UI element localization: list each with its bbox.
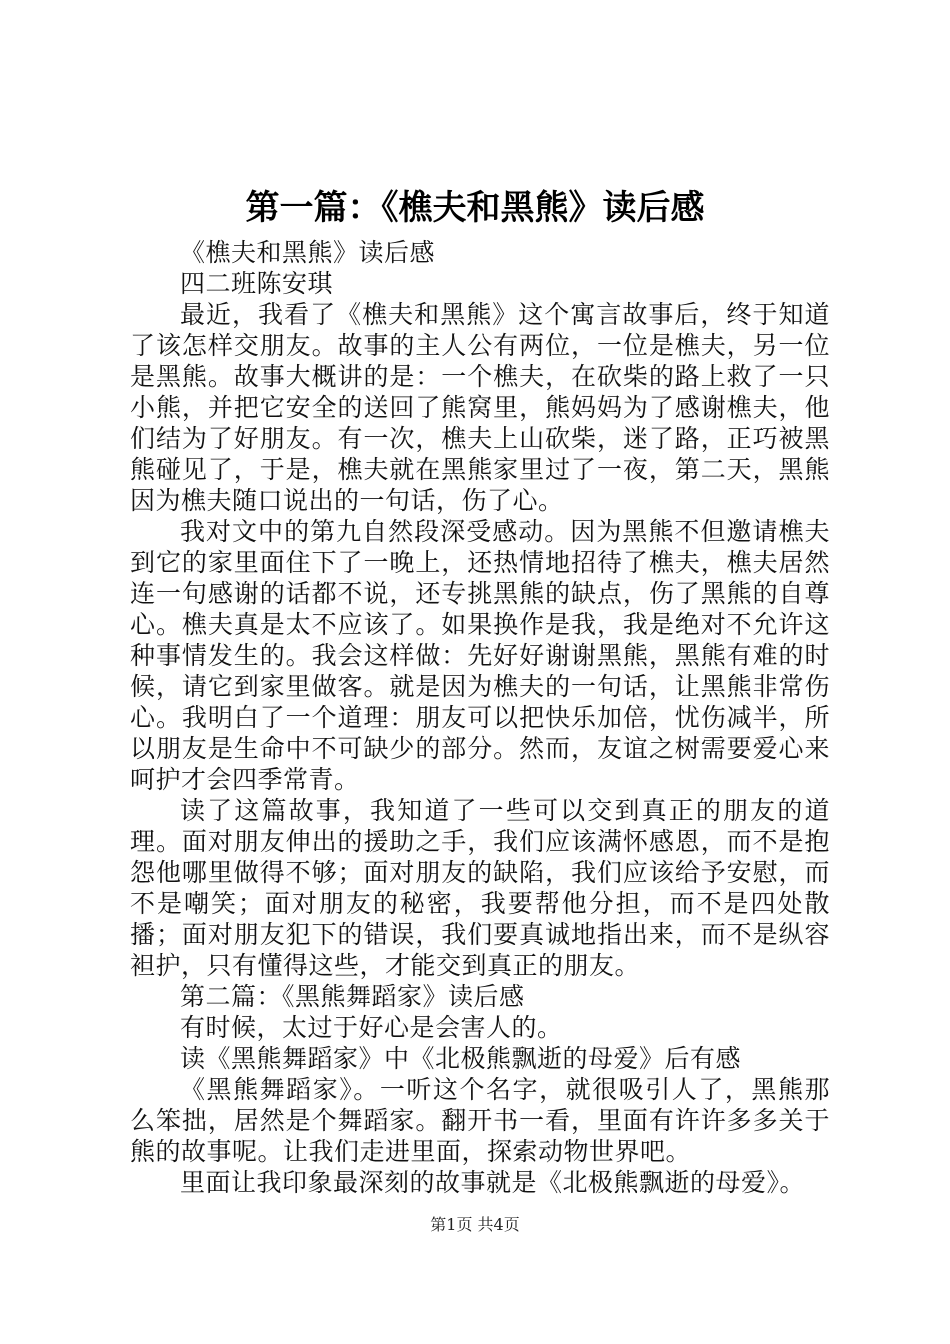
paragraph: 读《黑熊舞蹈家》中《北极熊飘逝的母爱》后有感 [180,1044,742,1073]
paragraph: 有时候，太过于好心是会害人的。 [180,1013,563,1042]
paragraph: 里面让我印象最深刻的故事就是《北极熊飘逝的母爱》。 [180,1168,806,1197]
author-line: 四二班陈安琪 [180,269,334,298]
paragraph: 最近，我看了《樵夫和黑熊》这个寓言故事后，终于知道了该怎样交朋友。故事的主人公有两位，一位是樵夫，另一位是黑熊。故事大概讲的是：一个樵夫，在砍柴的路上救了一只小熊，并把它安全的送回了熊窝里，熊妈妈为了感谢樵夫，他们结为了好朋友。有一次，樵夫上山砍柴，迷了路，正巧被黑熊碰见了，于是，樵夫就在黑熊家里过了一夜，第二天，黑熊因为樵夫随口说出的一句话，伤了心。 [130,300,830,515]
subtitle: 《樵夫和黑熊》读后感 [180,238,436,267]
document-body [130,237,830,1198]
document-title: 第一篇：《樵夫和黑熊》读后感 [245,188,705,228]
paragraph: 读了这篇故事，我知道了一些可以交到真正的朋友的道理。面对朋友伸出的援助之手，我们应该满怀感恩，而不是抱怨他哪里做得不够；面对朋友的缺陷，我们应该给予安慰，而不是嘲笑；面对朋友的秘密，我要帮他分担，而不是四处散播；面对朋友犯下的错误，我们要真诚地指出来，而不是纵容袒护，只有懂得这些，才能交到真正的朋友。 [130,796,830,980]
paragraph: 《黑熊舞蹈家》。一听这个名字，就很吸引人了，黑熊那么笨拙，居然是个舞蹈家。翻开书一看，里面有许许多多关于熊的故事呢。让我们走进里面，探索动物世界吧。 [130,1075,830,1166]
section-heading: 第二篇：《黑熊舞蹈家》读后感 [180,982,525,1011]
page-footer: 第1页 共4页 [430,1215,520,1234]
paragraph: 我对文中的第九自然段深受感动。因为黑熊不但邀请樵夫到它的家里面住下了一晚上，还热情地招待了樵夫，樵夫居然连一句感谢的话都不说，还专挑黑熊的缺点，伤了黑熊的自尊心。樵夫真是太不应该了。如果换作是我，我是绝对不允许这种事情发生的。我会这样做：先好好谢谢黑熊，黑熊有难的时候，请它到家里做客。就是因为樵夫的一句话，让黑熊非常伤心。我明白了一个道理：朋友可以把快乐加倍，忧伤减半，所以朋友是生命中不可缺少的部分。然而，友谊之树需要爱心来呵护才会四季常青。 [130,517,830,794]
